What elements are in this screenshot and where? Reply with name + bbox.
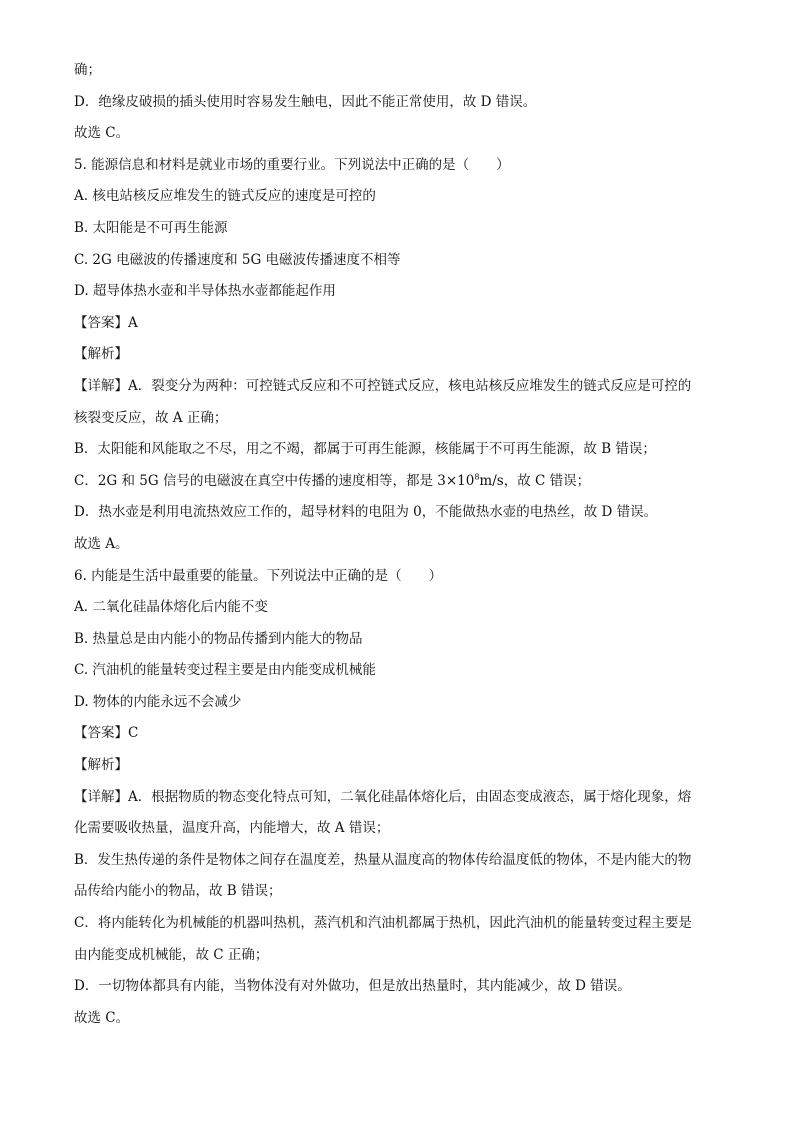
- question-6-stem: 6. 内能是生活中最重要的能量。下列说法中正确的是（ ）: [74, 567, 443, 584]
- question-6-option-b: B. 热量总是由内能小的物品传播到内能大的物品: [74, 630, 363, 647]
- question-6-explanation: 品传给内能小的物品，故 B 错误；: [74, 883, 282, 900]
- question-6-explanation: D．一切物体都具有内能，当物体没有对外做功，但是放出热量时，其内能减少，故 D 错误。: [74, 978, 631, 995]
- question-5-explanation: 核裂变反应，故 A 正确；: [74, 409, 228, 426]
- question-6-explanation: 由内能变成机械能，故 C 正确；: [74, 946, 269, 963]
- question-5-conclusion: 故选 A。: [74, 535, 129, 552]
- speed-exponent: 8: [474, 472, 480, 482]
- question-5-answer: 【答案】A: [74, 314, 138, 331]
- question-5-stem: 5. 能源信息和材料是就业市场的重要行业。下列说法中正确的是（ ）: [74, 156, 510, 173]
- question-6-analysis-heading: 【解析】: [74, 757, 128, 774]
- document-page: [74, 62, 724, 1041]
- question-5-explanation: 【详解】A．裂变分为两种：可控链式反应和不可控链式反应，核电站核反应堆发生的链式反应是可控的: [74, 377, 692, 394]
- question-5-option-c: C. 2G 电磁波的传播速度和 5G 电磁波传播速度不相等: [74, 251, 401, 268]
- question-5-option-b: B. 太阳能是不可再生能源: [74, 219, 228, 236]
- question-6-answer: 【答案】C: [74, 725, 139, 742]
- question-5-analysis-heading: 【解析】: [74, 346, 128, 363]
- question-6-option-a: A. 二氧化硅晶体熔化后内能不变: [74, 599, 268, 616]
- question-5-option-d: D. 超导体热水壶和半导体热水壶都能起作用: [74, 283, 336, 300]
- text-line: 确；: [74, 62, 101, 78]
- question-5-explanation: B．太阳能和风能取之不尽，用之不竭，都属于可再生能源，核能属于不可再生能源，故 B 错误；: [74, 441, 656, 458]
- question-6-explanation: 化需要吸收热量，温度升高，内能增大，故 A 错误；: [74, 820, 390, 837]
- question-6-explanation: 【详解】A．根据物质的物态变化特点可知，二氧化硅晶体熔化后，由固态变成液态，属于熔化现象，熔: [74, 788, 692, 805]
- question-6-option-c: C. 汽油机的能量转变过程主要是由内能变成机械能: [74, 662, 376, 679]
- question-6-conclusion: 故选 C。: [74, 1009, 130, 1026]
- question-5-explanation: D．热水壶是利用电流热效应工作的，超导材料的电阻为 0，不能做热水壶的电热丝，故 D 错误。: [74, 504, 658, 521]
- text-line: D．绝缘皮破损的插头使用时容易发生触电，因此不能正常使用，故 D 错误。: [74, 93, 537, 110]
- speed-text: C．2G 和 5G 信号的电磁波在真空中传播的速度相等，都是 3×10: [74, 472, 475, 489]
- question-6-option-d: D. 物体的内能永远不会减少: [74, 693, 242, 710]
- question-6-explanation: C．将内能转化为机械能的机器叫热机，蒸汽机和汽油机都属于热机，因此汽油机的能量转变过程主要是: [74, 915, 692, 932]
- question-5-explanation: [74, 473, 724, 490]
- text-line: 故选 C。: [74, 125, 130, 142]
- speed-tail: m/s，故 C 错误；: [479, 472, 591, 489]
- question-5-option-a: A. 核电站核反应堆发生的链式反应的速度是可控的: [74, 188, 376, 205]
- question-6-explanation: B．发生热传递的条件是物体之间存在温度差，热量从温度高的物体传给温度低的物体，不是内能大的物: [74, 851, 692, 868]
